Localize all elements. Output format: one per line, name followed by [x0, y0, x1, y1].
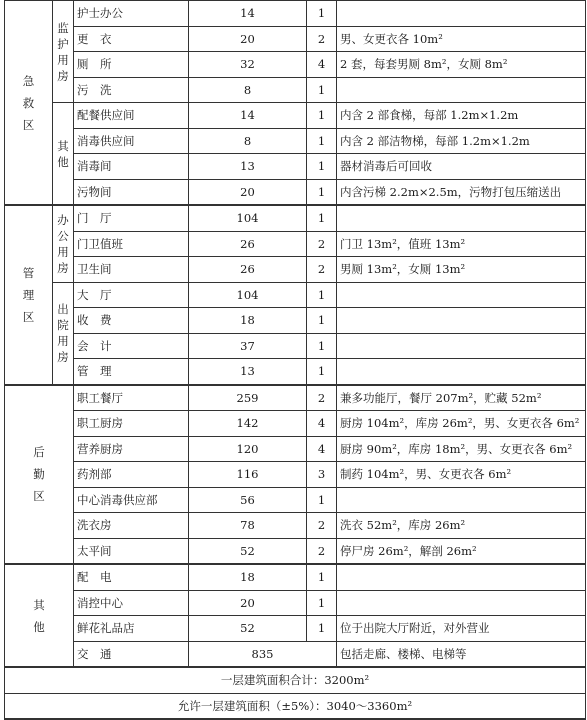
room-note	[337, 333, 586, 359]
vertical-char: 区	[33, 489, 45, 504]
room-note: 2 套，每套男厕 8m²，女厕 8m²	[337, 52, 586, 78]
table-row	[5, 462, 586, 488]
room-count: 1	[307, 359, 337, 385]
room-note: 内含 2 部洁物梯，每部 1.2m×1.2m	[337, 128, 586, 154]
zone-label	[5, 205, 53, 385]
room-count: 1	[307, 1, 337, 27]
room-count: 1	[307, 103, 337, 129]
vertical-char: 区	[22, 309, 35, 324]
room-count: 2	[307, 257, 337, 283]
room-name: 门 厅	[74, 205, 189, 231]
room-note	[337, 590, 586, 616]
table-row	[5, 616, 586, 642]
room-area: 104	[189, 205, 307, 231]
subgroup-label	[53, 103, 74, 206]
room-area: 259	[189, 385, 307, 411]
room-area: 120	[189, 436, 307, 462]
zone-label	[5, 385, 74, 565]
room-area: 104	[189, 282, 307, 308]
vertical-char: 其	[33, 597, 45, 612]
room-area: 18	[189, 308, 307, 334]
room-note	[337, 487, 586, 513]
room-note: 内含 2 部食梯，每部 1.2m×1.2m	[337, 103, 586, 129]
room-name: 太平间	[74, 538, 189, 564]
room-note	[337, 205, 586, 231]
vertical-char: 救	[22, 95, 35, 110]
room-area: 52	[189, 616, 307, 642]
room-name: 交 通	[74, 641, 189, 667]
room-name: 护士办公	[74, 1, 189, 27]
room-count: 2	[307, 26, 337, 52]
room-count: 1	[307, 77, 337, 103]
vertical-char: 用	[57, 244, 69, 259]
table-row	[5, 154, 586, 180]
room-area: 20	[189, 26, 307, 52]
room-count: 1	[307, 333, 337, 359]
room-area: 8	[189, 128, 307, 154]
room-name: 营养厨房	[74, 436, 189, 462]
room-count: 1	[307, 616, 337, 642]
room-note	[337, 1, 586, 27]
vertical-char: 区	[22, 117, 35, 132]
table-row	[5, 26, 586, 52]
room-name: 职工餐厅	[74, 385, 189, 411]
room-count: 2	[307, 538, 337, 564]
room-area: 14	[189, 103, 307, 129]
room-note: 男、女更衣各 10m²	[337, 26, 586, 52]
vertical-char: 急	[22, 73, 35, 88]
room-note: 停尸房 26m²，解剖 26m²	[337, 538, 586, 564]
room-note: 男厕 13m²，女厕 13m²	[337, 257, 586, 283]
table-row	[5, 257, 586, 283]
table-row	[5, 359, 586, 385]
room-count: 1	[307, 179, 337, 205]
zone-label	[5, 1, 53, 206]
zone-label	[5, 564, 74, 667]
room-note: 制药 104m²，男、女更衣各 6m²	[337, 462, 586, 488]
table-row	[5, 564, 586, 590]
room-name: 厕 所	[74, 52, 189, 78]
table-row	[5, 205, 586, 231]
room-note	[337, 77, 586, 103]
room-note	[337, 359, 586, 385]
room-name: 污 洗	[74, 77, 189, 103]
room-name: 污物间	[74, 179, 189, 205]
table-row	[5, 667, 586, 693]
table-row	[5, 411, 586, 437]
room-name: 职工厨房	[74, 411, 189, 437]
room-area: 14	[189, 1, 307, 27]
vertical-char: 监	[57, 20, 69, 35]
vertical-char: 勤	[33, 467, 45, 482]
room-name: 药剂部	[74, 462, 189, 488]
room-name: 管 理	[74, 359, 189, 385]
room-count: 1	[307, 128, 337, 154]
room-count: 4	[307, 52, 337, 78]
room-note: 洗衣 52m²，库房 26m²	[337, 513, 586, 539]
table-row	[5, 52, 586, 78]
room-name: 大 厅	[74, 282, 189, 308]
room-area: 8	[189, 77, 307, 103]
vertical-char: 用	[57, 334, 69, 348]
table-row	[5, 385, 586, 411]
room-area-table	[4, 0, 586, 720]
room-area: 26	[189, 257, 307, 283]
room-area: 56	[189, 487, 307, 513]
table-row	[5, 128, 586, 154]
room-area: 52	[189, 538, 307, 564]
room-count: 1	[307, 590, 337, 616]
vertical-char: 办	[57, 212, 69, 227]
room-note	[337, 564, 586, 590]
subgroup-label	[53, 205, 74, 282]
room-note	[337, 282, 586, 308]
total-area: 一层建筑面积合计：3200m²	[5, 667, 586, 693]
room-name: 配餐供应间	[74, 103, 189, 129]
room-note: 门卫 13m²，值班 13m²	[337, 231, 586, 257]
vertical-char: 院	[57, 318, 69, 332]
vertical-char: 他	[57, 154, 69, 169]
table-row	[5, 333, 586, 359]
room-name: 消毒间	[74, 154, 189, 180]
table-row	[5, 436, 586, 462]
table-row	[5, 641, 586, 667]
room-count: 1	[307, 282, 337, 308]
table-row	[5, 590, 586, 616]
subgroup-label	[53, 282, 74, 385]
room-name: 中心消毒供应部	[74, 487, 189, 513]
room-count: 1	[307, 487, 337, 513]
vertical-char: 房	[57, 68, 69, 83]
room-count: 2	[307, 231, 337, 257]
room-name: 鲜花礼品店	[74, 616, 189, 642]
room-name: 更 衣	[74, 26, 189, 52]
room-note	[337, 308, 586, 334]
room-note: 内含污梯 2.2m×2.5m，污物打包压缩送出	[337, 179, 586, 205]
room-area: 116	[189, 462, 307, 488]
room-count: 1	[307, 308, 337, 334]
room-area: 20	[189, 590, 307, 616]
vertical-char: 他	[33, 619, 45, 634]
table-row	[5, 77, 586, 103]
vertical-char: 后	[33, 445, 45, 460]
room-area: 13	[189, 359, 307, 385]
room-count: 2	[307, 385, 337, 411]
room-area: 26	[189, 231, 307, 257]
room-count: 1	[307, 205, 337, 231]
allowed-area: 允许一层建筑面积（±5%）：3040～3360m²	[5, 693, 586, 719]
room-count: 2	[307, 513, 337, 539]
room-note: 兼多功能厅，餐厅 207m²，贮藏 52m²	[337, 385, 586, 411]
vertical-char: 其	[57, 138, 69, 153]
vertical-char: 管	[22, 265, 35, 280]
room-name: 配 电	[74, 564, 189, 590]
table-row	[5, 179, 586, 205]
room-note: 包括走廊、楼梯、电梯等	[337, 641, 586, 667]
vertical-char: 公	[57, 228, 69, 243]
table-row	[5, 513, 586, 539]
room-name: 消毒供应间	[74, 128, 189, 154]
room-name: 卫生间	[74, 257, 189, 283]
room-area: 13	[189, 154, 307, 180]
room-area: 142	[189, 411, 307, 437]
room-name: 消控中心	[74, 590, 189, 616]
subgroup-label	[53, 1, 74, 103]
table-row	[5, 693, 586, 719]
table-row	[5, 103, 586, 129]
room-note: 厨房 104m²，库房 26m²，男、女更衣各 6m²	[337, 411, 586, 437]
vertical-char: 理	[22, 287, 35, 302]
vertical-char: 护	[57, 36, 69, 51]
room-count: 4	[307, 436, 337, 462]
room-note: 位于出院大厅附近，对外营业	[337, 616, 586, 642]
room-note: 厨房 90m²，库房 18m²，男、女更衣各 6m²	[337, 436, 586, 462]
table-row	[5, 282, 586, 308]
room-count: 1	[307, 564, 337, 590]
room-area: 20	[189, 179, 307, 205]
vertical-char: 出	[57, 302, 69, 316]
table-row	[5, 487, 586, 513]
room-name: 收 费	[74, 308, 189, 334]
room-area: 32	[189, 52, 307, 78]
vertical-char: 用	[57, 52, 69, 67]
room-area: 18	[189, 564, 307, 590]
room-name: 洗衣房	[74, 513, 189, 539]
room-name: 门卫值班	[74, 231, 189, 257]
room-area: 37	[189, 333, 307, 359]
room-note: 器材消毒后可回收	[337, 154, 586, 180]
room-area: 835	[189, 641, 337, 667]
table-row	[5, 231, 586, 257]
room-name: 会 计	[74, 333, 189, 359]
room-area-table-body	[5, 1, 586, 720]
vertical-char: 房	[57, 350, 69, 364]
room-count: 3	[307, 462, 337, 488]
room-count: 4	[307, 411, 337, 437]
room-area: 78	[189, 513, 307, 539]
table-row	[5, 538, 586, 564]
room-count: 1	[307, 154, 337, 180]
table-row	[5, 308, 586, 334]
table-row	[5, 1, 586, 27]
vertical-char: 房	[57, 260, 69, 275]
